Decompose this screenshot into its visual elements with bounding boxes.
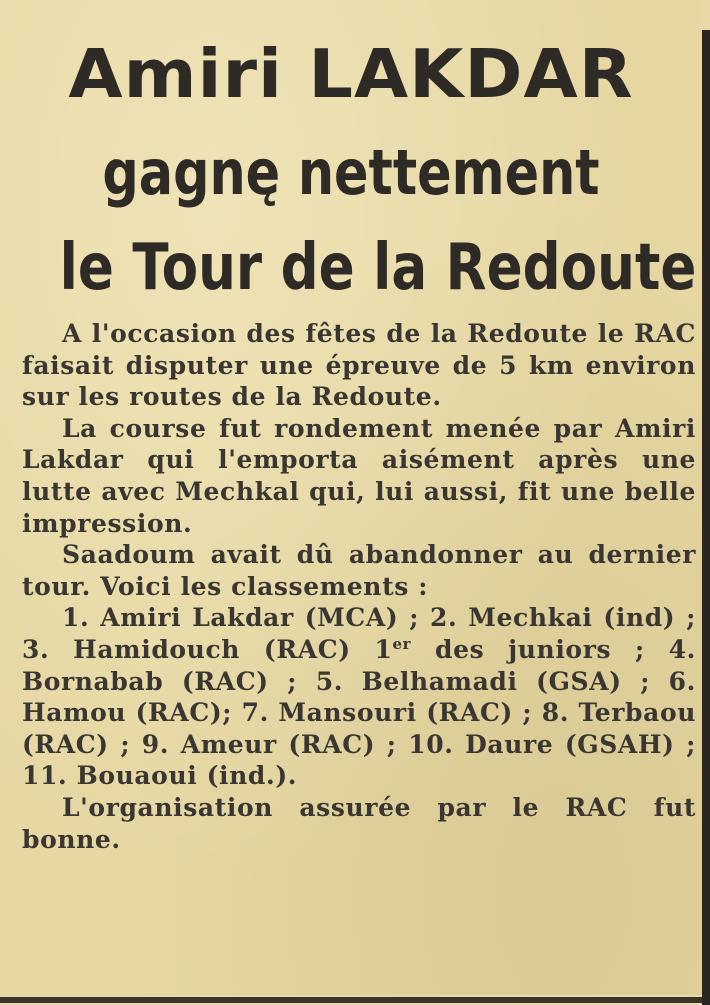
headline <box>0 22 702 316</box>
headline-line-1: Amiri LAKDAR <box>68 35 634 113</box>
paragraph-abandon: Saadoum avait dû abandonner au dernier tour. Voici les classements : <box>22 540 696 601</box>
results-part-1: 1. Amiri Lakdar (MCA) ; 2. Mechkai (ind) ; 3. Hamidouch (RAC) 1 <box>22 603 696 664</box>
paragraph-organisation: L'organisation assurée par le RAC fut bonne. <box>22 792 696 854</box>
results-part-2: des juniors ; 4. Bornabab (RAC) ; 5. Belhamadi (GSA) ; 6. Hamou (RAC); 7. Mansouri (RAC) ; 8. Terbaou (RAC) ; 9. Ameur (RAC) ; 10. Daure (GSAH) ; 11. Bouaoui (ind.). <box>22 634 696 791</box>
superscript-er: er <box>392 634 412 653</box>
paragraph-race: La course fut rondement menée par Amiri Lakdar qui l'emporta aisément après une lutte avec Mechkal qui, lui aussi, fit une belle impression. <box>22 413 696 538</box>
bottom-rule <box>0 997 702 1003</box>
headline-line-3: le Tour de la Redoute <box>59 231 697 305</box>
page-edge <box>702 30 710 1005</box>
paragraph-results <box>22 602 696 792</box>
headline-line-2: gagnę nettement <box>102 136 600 209</box>
paragraph-intro: A l'occasion des fêtes de la Redoute le RAC faisait disputer une épreuve de 5 km environ sur les routes de la Redoute. <box>22 319 696 412</box>
article-body <box>22 318 696 855</box>
